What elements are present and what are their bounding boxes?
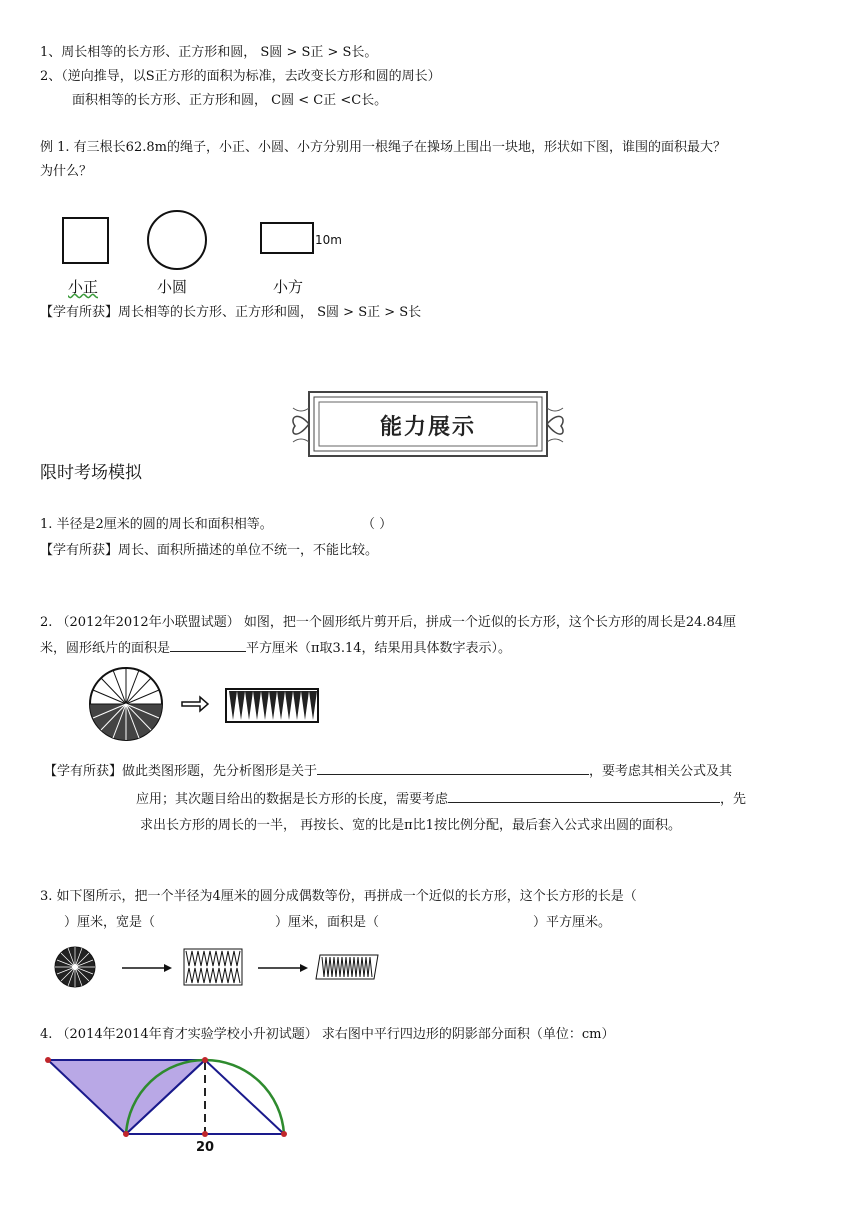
q1-answer-paren[interactable]: （ ）	[362, 517, 393, 532]
q4-text: 4. （2014年2014年育才实验学校小升初试题） 求右图中平行四边形的阴影部分面积（单位：cm）	[40, 1027, 615, 1042]
parallelogram-figure	[40, 1052, 300, 1158]
circle-sectors-figure	[52, 943, 402, 995]
q2-line-1: 2. （2012年2012年小联盟试题） 如图，把一个圆形纸片剪开后，拼成一个近似的长方形，这个长方形的周长是24.84厘	[40, 615, 737, 630]
q3-line-2	[64, 914, 611, 932]
q2-gain-c: 应用；其次题目给出的数据是长方形的长度，需要考虑	[136, 792, 449, 807]
q4-dim-label: 20	[196, 1140, 215, 1155]
q2-gain-blank-2[interactable]	[448, 790, 720, 803]
q2-gain-blank-1[interactable]	[317, 762, 589, 775]
example1-figure	[58, 205, 378, 305]
banner-title: 能力展示	[379, 415, 476, 440]
circle-to-rectangle-figure	[86, 664, 346, 754]
example1-line-2: 为什么？	[40, 164, 93, 179]
section-title: 限时考场模拟	[40, 463, 142, 483]
q2-gain-b: ，要考虑其相关公式及其	[589, 764, 733, 779]
example1-line-1: 例 1. 有三根长62.8m的绳子，小正、小圆、小方分别用一根绳子在操场上围出一块地，形状如下图，谁围的面积最大？	[40, 140, 726, 155]
square-shape	[63, 218, 108, 263]
label-rect: 小方	[273, 278, 304, 296]
q1-text: 1. 半径是2厘米的圆的周长和面积相等。	[40, 517, 273, 532]
q2-figure	[86, 664, 346, 754]
q3-line-2c: ）平方厘米。	[533, 915, 612, 930]
label-circle: 小圆	[157, 278, 188, 296]
intro-line-3: 面积相等的长方形、正方形和圆， C圆 < C正 <C长。	[72, 93, 388, 108]
q3-figure	[52, 943, 402, 995]
q2-line-2a: 米，圆形纸片的面积是	[40, 641, 171, 656]
circle-shape	[148, 211, 206, 269]
label-square: 小正	[68, 278, 99, 296]
q4-figure	[40, 1052, 300, 1158]
q2-line-2	[40, 639, 511, 658]
q3-line-1: 3. 如下图所示，把一个半径为4厘米的圆分成偶数等份，再拼成一个近似的长方形，这个长方形的长是（	[40, 889, 637, 904]
q2-gain-a: 【学有所获】做此类图形题，先分析图形是关于	[44, 764, 318, 779]
rectangle-shape	[261, 223, 313, 253]
q2-gain-line-2	[136, 790, 746, 809]
intro-line-2: 2、（逆向推导，以S正方形的面积为标准，去改变长方形和圆的周长）	[40, 69, 441, 84]
intro-line-1: 1、周长相等的长方形、正方形和圆， S圆 > S正 > S长。	[40, 45, 378, 60]
shapes-figure	[58, 205, 378, 305]
example1-gain: 【学有所获】周长相等的长方形、正方形和圆， S圆 > S正 > S长	[40, 305, 422, 320]
q2-gain-d: ，先	[720, 792, 747, 807]
q3-line-2a: ）厘米，宽是（	[64, 915, 156, 930]
q2-line-2b: 平方厘米（π取3.14，结果用具体数字表示）。	[246, 641, 512, 656]
q2-answer-blank[interactable]	[170, 639, 246, 652]
q1-gain: 【学有所获】周长、面积所描述的单位不统一，不能比较。	[40, 543, 379, 558]
section-banner	[283, 388, 573, 464]
q2-gain-line-3: 求出长方形的周长的一半， 再按长、宽的比是π比1按比例分配，最后套入公式求出圆的面积。	[140, 818, 681, 833]
q2-gain-line-1	[44, 762, 732, 781]
q3-line-2b: ）厘米，面积是（	[275, 915, 380, 930]
rect-dim-label: 10m	[315, 233, 342, 247]
